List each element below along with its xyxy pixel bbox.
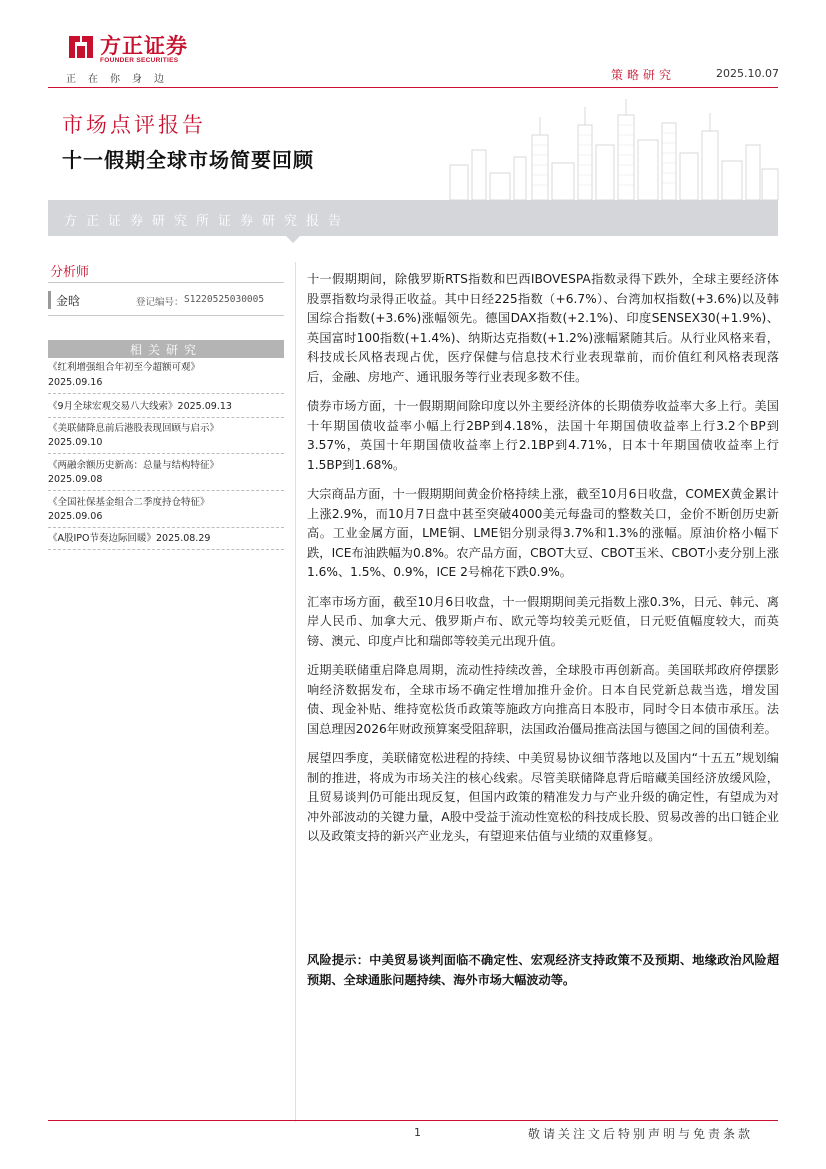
- related-item-date: 2025.09.06: [48, 511, 103, 522]
- related-item-title[interactable]: 《美联储降息前后港股表现回顾与启示》: [48, 423, 220, 434]
- related-item-date: 2025.09.10: [48, 437, 103, 448]
- related-item-date: 2025.08.29: [156, 533, 211, 544]
- report-date: 2025.10.07: [716, 67, 779, 80]
- related-separator: [48, 417, 284, 418]
- related-research-title: 相关研究: [129, 343, 202, 357]
- related-item-date: 2025.09.16: [48, 377, 103, 388]
- report-body: [307, 270, 779, 857]
- header-divider: [48, 87, 778, 88]
- registration-label: 登记编号：: [136, 297, 184, 308]
- analyst-marker: [48, 291, 51, 309]
- registration-number: S1220525030005: [184, 294, 265, 305]
- related-item-title-text: 《9月全球宏观交易八大线索》: [48, 401, 178, 412]
- paragraph-outlook: 展望四季度，美联储宽松进程的持续、中美贸易协议细节落地以及国内“十五五”规划编制的推进，将成为市场关注的核心线索。尽管美联储降息背后暗藏美国经济放缓风险，且贸易谈判仍可能出现反复，但国内政策的精准发力与产业升级的确定性，有望成为对冲外部波动的关键力量，A股中受益于流动性宽松的科技成长股、贸易改善的出口链企业以及政策支持的新兴产业龙头，有望迎来估值与业绩的双重修复。: [307, 751, 779, 843]
- founder-logo-icon: [66, 32, 96, 62]
- related-item-date: 2025.09.08: [48, 474, 103, 485]
- disclaimer-notice: 敬请关注文后特别声明与免责条款: [528, 1127, 754, 1141]
- analyst-divider: [48, 282, 284, 283]
- related-item-title[interactable]: 《全国社保基金组合二季度持仓特征》: [48, 497, 210, 508]
- paragraph-commodities: 大宗商品方面，十一假期期间黄金价格持续上涨，截至10月6日收盘，COMEX黄金累计上涨2.9%，而10月7日盘中甚至突破4000美元每盎司的整数关口，金价不断创历史新高。工业金属方面，LME铜、LME铝分别录得3.7%和1.3%的涨幅。原油价格小幅下跌，ICE布油跌幅为0.8%。农产品方面，CBOT大豆、CBOT玉米、CBOT小麦分别上涨1.6%、1.5%、0.9%，ICE 2号棉花下跌0.9%。: [307, 487, 779, 579]
- analyst-name: 金晗: [56, 294, 81, 308]
- column-divider: [295, 262, 296, 1122]
- paragraph-fx: 汇率市场方面，截至10月6日收盘，十一假期期间美元指数上涨0.3%，日元、韩元、离岸人民币、加拿大元、俄罗斯卢布、欧元等均较美元贬值，日元贬值幅度较大，而英镑、澳元、印度卢比和瑞郎等较美元出现升值。: [307, 594, 779, 648]
- page-title: 十一假期全球市场简要回顾: [62, 148, 314, 172]
- risk-text: 中美贸易谈判面临不确定性、宏观经济支持政策不及预期、地缘政治风险超预期、全球通胀问题持续、海外市场大幅波动等。: [307, 953, 780, 987]
- risk-warning: [307, 951, 779, 990]
- related-separator: [48, 527, 284, 528]
- logo-english: FOUNDER SECURITIES: [100, 57, 179, 64]
- analyst-heading: 分析师: [50, 265, 90, 280]
- report-type: 市场点评报告: [62, 113, 206, 137]
- analyst-divider-bottom: [48, 315, 284, 316]
- related-separator: [48, 549, 284, 550]
- footer-divider: [48, 1120, 778, 1121]
- banner-notch: [286, 236, 300, 243]
- paragraph-equity: 十一假期期间，除俄罗斯RTS指数和巴西IBOVESPA指数录得下跌外，全球主要经济体股票指数均录得正收益。其中日经225指数（+6.7%）、台湾加权指数(+3.6%)以及韩国综合指数(+3.6%)涨幅领先。德国DAX指数(+2.1%)、印度SENSEX30(+1.9%)、英国富时100指数(+1.4%)、纳斯达克指数(+1.2%)涨幅紧随其后。从行业风格来看，科技成长风格表现占优，医疗保健与信息技术行业表现靠前，而价值红利风格表现落后，金融、房地产、通讯服务等行业表现多数不佳。: [307, 272, 779, 384]
- related-separator: [48, 393, 284, 394]
- related-separator: [48, 453, 284, 454]
- related-item-date: 2025.09.13: [177, 401, 232, 412]
- slogan: 正在你身边: [66, 74, 176, 85]
- related-item-title[interactable]: [48, 532, 288, 546]
- related-item-title[interactable]: [48, 400, 288, 414]
- related-item-title-text: 《A股IPO节奏边际回暖》: [48, 533, 157, 544]
- related-separator: [48, 490, 284, 491]
- risk-label: 风险提示：: [307, 953, 370, 967]
- banner-text: 方正证券研究所证券研究报告: [64, 214, 351, 229]
- logo-chinese: 方正证券: [100, 34, 188, 58]
- city-skyline-icon: [440, 95, 780, 200]
- page-number: 1: [414, 1126, 421, 1139]
- related-item-title[interactable]: 《红利增强组合年初至今超额可观》: [48, 362, 201, 373]
- report-category: 策略研究: [611, 68, 676, 82]
- paragraph-bonds: 债券市场方面，十一假期期间除印度以外主要经济体的长期债券收益率大多上行。美国十年期国债收益率小幅上行2BP到4.18%，法国十年期国债收益率上行3.2个BP到3.57%，英国十年期国债收益率上行2.1BP到4.71%，日本十年期国债收益率上行1.5BP到1.68%。: [307, 399, 779, 472]
- paragraph-macro: 近期美联储重启降息周期，流动性持续改善，全球股市再创新高。美国联邦政府停摆影响经济数据发布，全球市场不确定性增加推升金价。日本自民党新总裁当选，增发国债、现金补贴、维持宽松货币政策等施政方向推高日本股市，同时令日本债市承压。法国总理因2026年财政预算案受阻辞职，法国政治僵局推高法国与德国之间的国债利差。: [307, 663, 779, 736]
- related-item-title[interactable]: 《两融余额历史新高：总量与结构特征》: [48, 460, 220, 471]
